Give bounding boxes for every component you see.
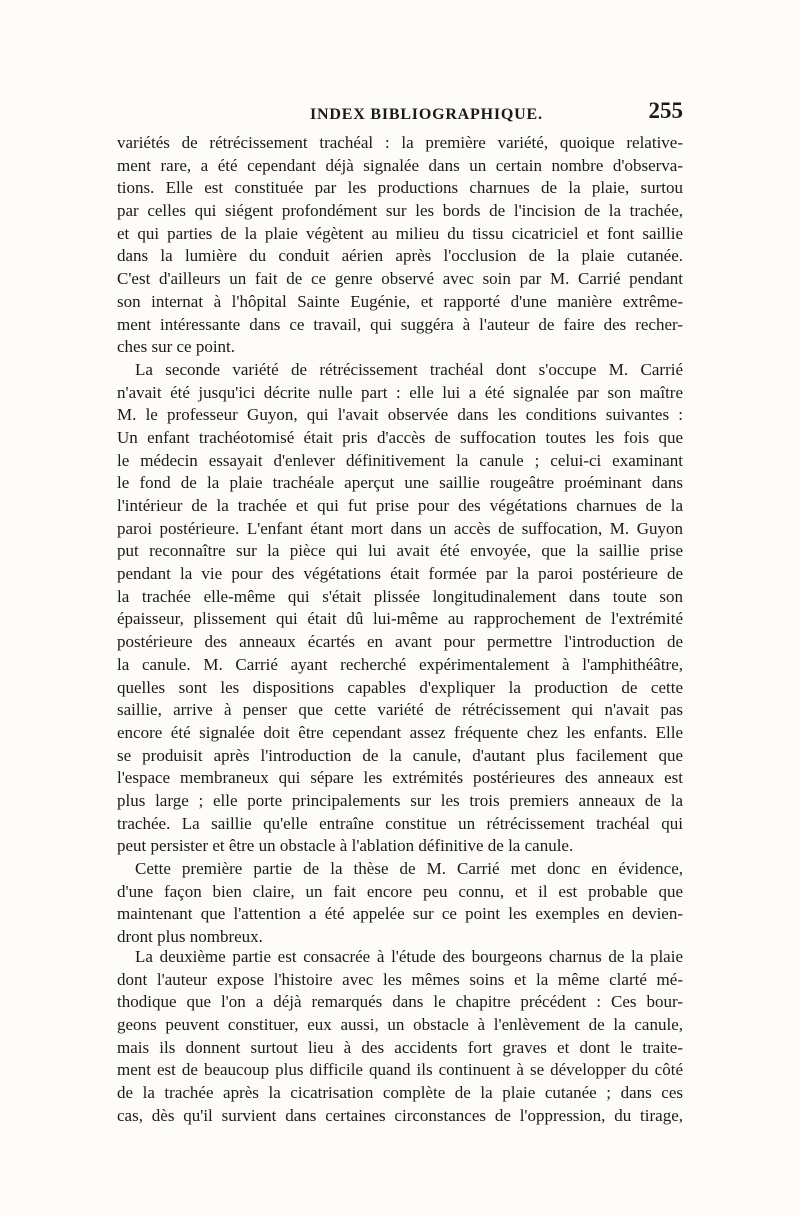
text-line: ment est de beaucoup plus difficile quand ils continuent à se développer du côté	[117, 1060, 683, 1080]
text-line: geons peuvent constituer, eux aussi, un obstacle à l'enlèvement de la canule,	[117, 1015, 683, 1035]
text-line: ches sur ce point.	[117, 337, 236, 357]
text-line: le fond de la plaie trachéale aperçut une saillie rougeâtre proéminant dans	[117, 473, 683, 493]
text-line: dont l'auteur expose l'histoire avec les mêmes soins et la même clarté mé-	[117, 969, 683, 989]
page-number: 255	[648, 98, 683, 123]
text-line: n'avait été jusqu'ici décrite nulle part : elle lui a été signalée par son maître	[117, 382, 683, 402]
text-line: maintenant que l'attention a été appelée sur ce point les exemples en devien-	[117, 904, 683, 924]
text-line: dront plus nombreux.	[117, 927, 263, 947]
text-line: plus large ; elle porte principalements sur les trois premiers anneaux de la	[117, 790, 683, 810]
text-line: pendant la vie pour des végétations était formée par la paroi postérieure de	[117, 564, 683, 584]
text-line: dans la lumière du conduit aérien après l'occlusion de la plaie cutanée.	[117, 246, 683, 266]
text-line: par celles qui siégent profondément sur les bords de l'incision de la trachée,	[117, 201, 683, 221]
body-text-section-1	[117, 132, 683, 949]
text-line: d'une façon bien claire, un fait encore peu connu, et il est probable que	[117, 881, 683, 901]
text-line: variétés de rétrécissement trachéal : la première variété, quoique relative-	[117, 133, 683, 152]
text-line: se produisit après l'introduction de la canule, d'autant plus facilement que	[117, 745, 683, 765]
text-line: paroi postérieure. L'enfant étant mort dans un accès de suffocation, M. Guyon	[117, 518, 683, 538]
running-title: INDEX BIBLIOGRAPHIQUE.	[310, 106, 543, 123]
text-line: le médecin essayait d'enlever définitivement la canule ; celui-ci examinant	[117, 450, 683, 470]
text-line: C'est d'ailleurs un fait de ce genre observé avec soin par M. Carrié pendant	[117, 269, 683, 289]
text-line: la canule. M. Carrié ayant recherché expérimentalement à l'amphithéâtre,	[117, 654, 683, 674]
text-line: cas, dès qu'il survient dans certaines circonstances de l'oppression, du tirage,	[117, 1105, 683, 1125]
text-line: put reconnaître sur la pièce qui lui avait été envoyée, que la saillie prise	[117, 541, 683, 561]
text-line: épaisseur, plissement qui était dû lui-même au rapprochement de l'extrémité	[117, 609, 683, 629]
text-line: Un enfant trachéotomisé était pris d'accès de suffocation toutes les fois que	[117, 427, 683, 447]
text-line: saillie, arrive à penser que cette variété de rétrécissement qui n'avait pas	[117, 700, 683, 720]
text-line: son internat à l'hôpital Sainte Eugénie, et rapporté d'une manière extrême-	[117, 291, 683, 311]
text-line: M. le professeur Guyon, qui l'avait observée dans les conditions suivantes :	[117, 405, 683, 425]
text-line: thodique que l'on a déjà remarqués dans le chapitre précédent : Ces bour-	[117, 992, 683, 1012]
text-line: tions. Elle est constituée par les productions charnues de la plaie, surtou	[117, 178, 683, 198]
text-line: mais ils donnent surtout lieu à des accidents fort graves et dont le traite-	[117, 1037, 683, 1057]
text-line: ment rare, a été cependant déjà signalée dans un certain nombre d'observa-	[117, 155, 683, 175]
text-line: postérieure des anneaux écartés en avant pour permettre l'introduction de	[117, 632, 683, 652]
text-line: trachée. La saillie qu'elle entraîne constitue un rétrécissement trachéal qui	[117, 813, 683, 833]
text-line: de la trachée après la cicatrisation complète de la plaie cutanée ; dans ces	[117, 1083, 683, 1103]
text-line: Cette première partie de la thèse de M. Carrié met donc en évidence,	[135, 859, 683, 878]
text-line: quelles sont les dispositions capables d'expliquer la production de cette	[117, 677, 683, 697]
text-line: La seconde variété de rétrécissement trachéal dont s'occupe M. Carrié	[135, 359, 683, 379]
text-line: encore été signalée doit être cependant assez fréquente chez les enfants. Elle	[117, 722, 683, 742]
text-line: l'espace membraneux qui sépare les extrémités postérieures des anneaux est	[117, 768, 683, 788]
text-line: la trachée elle-même qui s'était plissée longitudinalement dans toute son	[117, 586, 683, 606]
text-line: peut persister et être un obstacle à l'ablation définitive de la canule.	[117, 836, 574, 856]
text-line: l'intérieur de la trachée et qui fut prise pour des végétations charnues de la	[117, 496, 683, 515]
running-header	[117, 98, 683, 130]
text-line: et qui parties de la plaie végètent au milieu du tissu cicatriciel et font saillie	[117, 223, 683, 243]
body-text-section-2	[117, 946, 683, 1128]
text-line: La deuxième partie est consacrée à l'étude des bourgeons charnus de la plaie	[135, 947, 683, 966]
text-line: ment intéressante dans ce travail, qui suggéra à l'auteur de faire des recher-	[117, 314, 683, 334]
